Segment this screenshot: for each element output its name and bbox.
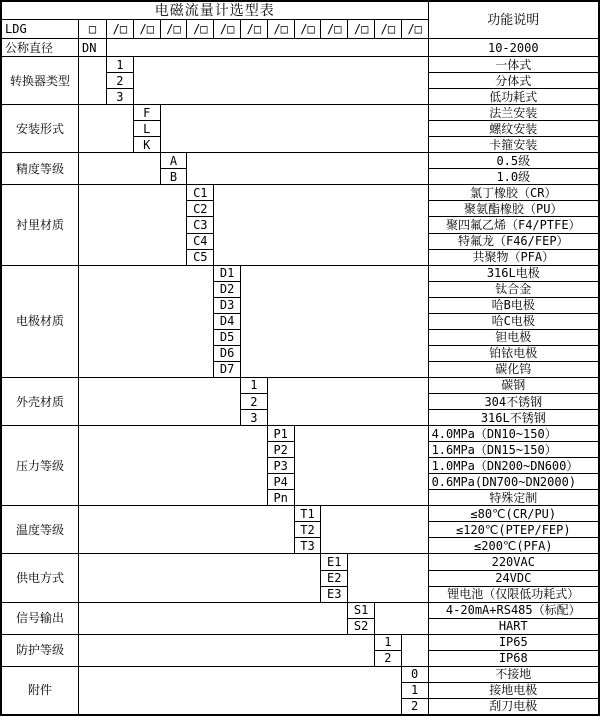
- option-desc: 低功耗式: [429, 89, 598, 104]
- option-code: L: [134, 121, 160, 136]
- option-code: P1: [268, 426, 294, 441]
- option-desc: 一体式: [429, 57, 598, 72]
- spacer-cell: [79, 635, 374, 666]
- option-code: T2: [295, 522, 321, 537]
- option-code: P2: [268, 442, 294, 457]
- option-desc: HART: [429, 619, 598, 634]
- option-desc: 哈C电极: [429, 314, 598, 329]
- option-code: 3: [107, 89, 133, 104]
- option-desc: 螺纹安装: [429, 121, 598, 136]
- model-slot: /□: [348, 20, 374, 38]
- section-label-electrode: 电极材质: [2, 266, 78, 377]
- section-label-protection: 防护等级: [2, 635, 78, 666]
- diameter-code: DN: [79, 39, 106, 56]
- spacer-cell: [295, 426, 428, 505]
- option-code: E1: [321, 554, 347, 569]
- option-desc: 共聚物（PFA）: [429, 250, 598, 265]
- option-desc: 钽电极: [429, 330, 598, 345]
- section-label-converter: 转换器类型: [2, 57, 78, 104]
- diameter-desc: 10-2000: [429, 39, 598, 56]
- option-code: 1: [107, 57, 133, 72]
- spacer-cell: [79, 266, 213, 377]
- spacer-cell: [79, 603, 347, 634]
- option-desc: 聚氨酯橡胶（PU）: [429, 201, 598, 216]
- option-code: C1: [187, 185, 213, 200]
- option-code: D2: [214, 282, 240, 297]
- model-slot: /□: [107, 20, 133, 38]
- model-slot: /□: [321, 20, 347, 38]
- spacer-cell: [79, 667, 401, 714]
- model-slot: /□: [161, 20, 187, 38]
- option-desc: 铂铱电极: [429, 346, 598, 361]
- model-slot: /□: [214, 20, 240, 38]
- section-label-temperature: 温度等级: [2, 506, 78, 553]
- option-code: Pn: [268, 490, 294, 505]
- section-label-accuracy: 精度等级: [2, 153, 78, 184]
- option-code: B: [161, 169, 187, 184]
- section-label-installation: 安装形式: [2, 105, 78, 152]
- option-desc: 接地电极: [429, 683, 598, 698]
- section-label-signal: 信号输出: [2, 603, 78, 634]
- option-desc: 1.0级: [429, 169, 598, 184]
- option-desc: 氯丁橡胶（CR）: [429, 185, 598, 200]
- option-code: 1: [402, 683, 428, 698]
- model-slot: /□: [268, 20, 294, 38]
- spacer-cell: [79, 426, 267, 505]
- option-code: 1: [241, 378, 267, 393]
- option-code: S1: [348, 603, 374, 618]
- option-desc: 碳化钨: [429, 362, 598, 377]
- option-desc: ≤80℃(CR/PU): [429, 506, 598, 521]
- option-code: 0: [402, 667, 428, 682]
- model-slot: /□: [375, 20, 401, 38]
- option-code: 3: [241, 410, 267, 425]
- option-code: E2: [321, 571, 347, 586]
- spacer-cell: [79, 554, 320, 601]
- spacer-cell: [79, 57, 106, 104]
- option-desc: 316L电极: [429, 266, 598, 281]
- spacer-cell: [107, 39, 428, 56]
- option-desc: 钛合金: [429, 282, 598, 297]
- spacer-cell: [321, 506, 427, 553]
- section-label-accessories: 附件: [2, 667, 78, 714]
- option-code: T1: [295, 506, 321, 521]
- option-desc: 220VAC: [429, 554, 598, 569]
- section-label-pressure: 压力等级: [2, 426, 78, 505]
- option-desc: 碳钢: [429, 378, 598, 393]
- option-desc: 1.0MPa（DN200~DN600）: [429, 458, 598, 473]
- option-desc: 聚四氟乙烯（F4/PTFE）: [429, 217, 598, 232]
- option-desc: 0.6MPa(DN700~DN2000): [429, 474, 598, 489]
- option-code: 2: [402, 699, 428, 714]
- option-desc: IP68: [429, 651, 598, 666]
- option-code: S2: [348, 619, 374, 634]
- option-desc: 1.6MPa（DN15~150）: [429, 442, 598, 457]
- option-desc: 锂电池（仅限低功耗式）: [429, 587, 598, 602]
- option-desc: ≤120℃(PTEP/FEP): [429, 522, 598, 537]
- option-desc: 4-20mA+RS485（标配）: [429, 603, 598, 618]
- spacer-cell: [79, 105, 133, 152]
- option-code: P4: [268, 474, 294, 489]
- option-code: C5: [187, 250, 213, 265]
- model-slot: /□: [134, 20, 160, 38]
- option-code: A: [161, 153, 187, 168]
- table-title: 电磁流量计选型表: [2, 2, 428, 19]
- spacer-cell: [79, 153, 160, 184]
- option-code: C3: [187, 217, 213, 232]
- section-label-diameter: 公称直径: [2, 39, 78, 56]
- option-desc: 316L不锈钢: [429, 410, 598, 425]
- model-slot: /□: [402, 20, 428, 38]
- option-desc: 特殊定制: [429, 490, 598, 505]
- spacer-cell: [348, 554, 427, 601]
- model-slot: /□: [295, 20, 321, 38]
- option-desc: 4.0MPa（DN10~150）: [429, 426, 598, 441]
- option-desc: ≤200℃(PFA): [429, 538, 598, 553]
- option-code: P3: [268, 458, 294, 473]
- option-desc: 分体式: [429, 73, 598, 88]
- spacer-cell: [268, 378, 428, 425]
- option-code: F: [134, 105, 160, 120]
- spacer-cell: [375, 603, 428, 634]
- option-code: D1: [214, 266, 240, 281]
- option-code: E3: [321, 587, 347, 602]
- option-code: D6: [214, 346, 240, 361]
- option-code: C2: [187, 201, 213, 216]
- option-code: 1: [375, 635, 401, 650]
- spacer-cell: [161, 105, 428, 152]
- spacer-cell: [79, 378, 240, 425]
- spacer-cell: [134, 57, 428, 104]
- option-code: K: [134, 137, 160, 152]
- option-desc: 刮刀电极: [429, 699, 598, 714]
- option-code: D5: [214, 330, 240, 345]
- option-desc: 不接地: [429, 667, 598, 682]
- option-desc: 卡箍安装: [429, 137, 598, 152]
- section-label-power: 供电方式: [2, 554, 78, 601]
- model-slot: /□: [187, 20, 213, 38]
- option-code: D7: [214, 362, 240, 377]
- option-desc: 0.5级: [429, 153, 598, 168]
- spacer-cell: [241, 266, 428, 377]
- option-desc: 法兰安装: [429, 105, 598, 120]
- option-desc: 特氟龙（F46/FEP）: [429, 234, 598, 249]
- spacer-cell: [79, 506, 294, 553]
- option-code: D4: [214, 314, 240, 329]
- function-header: 功能说明: [429, 2, 598, 38]
- option-code: C4: [187, 234, 213, 249]
- option-code: 2: [375, 651, 401, 666]
- model-prefix: LDG: [2, 20, 78, 38]
- model-slot: /□: [241, 20, 267, 38]
- option-desc: 哈B电极: [429, 298, 598, 313]
- option-code: 2: [107, 73, 133, 88]
- spacer-cell: [214, 185, 427, 264]
- option-code: D3: [214, 298, 240, 313]
- spacer-cell: [187, 153, 427, 184]
- option-desc: 24VDC: [429, 571, 598, 586]
- option-desc: 304不锈钢: [429, 394, 598, 409]
- option-desc: IP65: [429, 635, 598, 650]
- option-code: 2: [241, 394, 267, 409]
- section-label-liner: 衬里材质: [2, 185, 78, 264]
- option-code: T3: [295, 538, 321, 553]
- spacer-cell: [402, 635, 428, 666]
- model-digit-box: □: [79, 20, 106, 38]
- section-label-housing: 外壳材质: [2, 378, 78, 425]
- spacer-cell: [79, 185, 186, 264]
